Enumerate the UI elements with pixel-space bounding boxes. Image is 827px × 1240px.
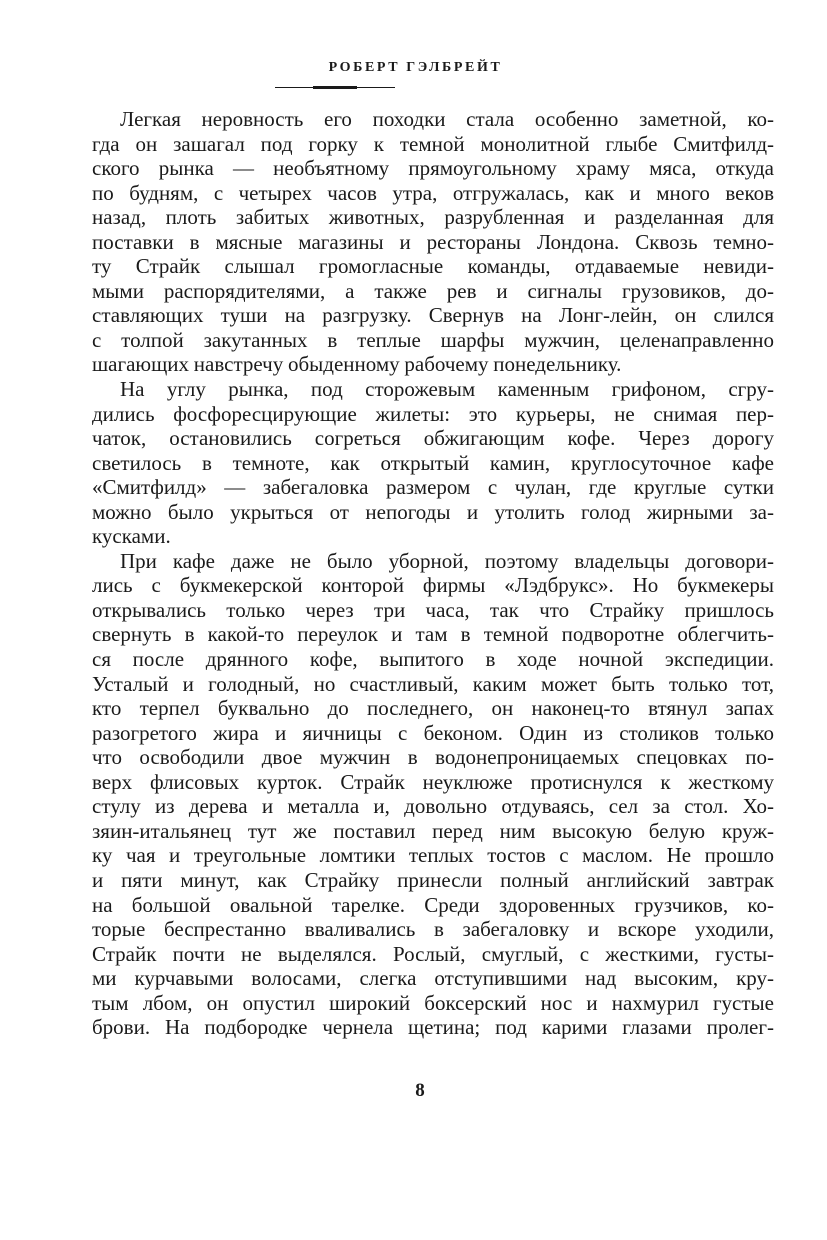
text-line: брови. На подбородке чернела щетина; под карими глазами пролег- — [92, 1015, 774, 1040]
text-line: можно было укрыться от непогоды и утолить голод жирными за- — [92, 499, 774, 524]
text-line: с толпой закутанных в теплые шарфы мужчин, целенаправленно — [92, 327, 774, 352]
text-line: Страйк почти не выделялся. Рослый, смуглый, с жесткими, густы- — [92, 941, 774, 966]
text-line: ку чая и треугольные ломтики теплых тостов с маслом. Не прошло — [92, 843, 774, 868]
text-line: «Смитфилд» — забегаловка размером с чулан, где круглые сутки — [92, 475, 774, 500]
text-line: стулу из дерева и металла и, довольно отдуваясь, сел за стол. Хо- — [92, 794, 774, 819]
header-rule — [275, 87, 395, 88]
text-line: светилось в темноте, как открытый камин, круглосуточное кафе — [92, 450, 774, 475]
text-line: дились фосфоресцирующие жилеты: это курьеры, не снимая пер- — [92, 401, 774, 426]
text-line: на большой овальной тарелке. Среди здоровенных грузчиков, ко- — [92, 892, 774, 917]
text-line: кусками. — [92, 524, 171, 549]
body-text — [92, 107, 774, 1040]
text-line: тым лбом, он опустил широкий боксерский нос и нахмурил густые — [92, 990, 774, 1015]
text-line: ся после дрянного кофе, выпитого в ходе ночной экспедиции. — [92, 647, 774, 672]
text-line: торые беспрестанно вваливались в забегаловку и вскоре уходили, — [92, 917, 774, 942]
text-line: назад, плоть забитых животных, разрубленная и разделанная для — [92, 205, 774, 230]
text-line: ту Страйк слышал громогласные команды, отдаваемые невиди- — [92, 254, 774, 279]
text-line: по будням, с четырех часов утра, отгружалась, как и много веков — [92, 180, 774, 205]
text-line: кто терпел буквально до последнего, он наконец-то втянул запах — [92, 696, 774, 721]
text-line: При кафе даже не было уборной, поэтому владельцы договори- — [120, 548, 774, 573]
text-line: верх флисовых курток. Страйк неуклюже протиснулся к жесткому — [92, 769, 774, 794]
text-line: разогретого жира и яичницы с беконом. Один из столиков только — [92, 720, 774, 745]
text-line: и пяти минут, как Страйку принесли полный английский завтрак — [92, 867, 774, 892]
text-line: ми курчавыми волосами, слегка отступившими над высоким, кру- — [92, 966, 774, 991]
text-line: На углу рынка, под сторожевым каменным грифоном, сгру- — [120, 377, 774, 402]
running-head-author: РОБЕРТ ГЭЛБРЕЙТ — [328, 60, 503, 75]
text-line: мыми распорядителями, а также рев и сигналы грузовиков, до- — [92, 278, 774, 303]
text-line: Легкая неровность его походки стала особенно заметной, ко- — [120, 107, 774, 131]
text-line: поставки в мясные магазины и рестораны Лондона. Сквозь темно- — [92, 229, 774, 254]
text-line: гда он зашагал под горку к темной монолитной глыбе Смитфилд- — [92, 131, 774, 156]
text-line: что освободили двое мужчин в водонепроницаемых спецовках по- — [92, 745, 774, 770]
text-line: свернуть в какой-то переулок и там в темной подворотне облегчить- — [92, 622, 774, 647]
text-line: ского рынка — необъятному прямоугольному храму мяса, откуда — [92, 156, 774, 181]
text-line: ставляющих туши на разгрузку. Свернув на Лонг-лейн, он слился — [92, 303, 774, 328]
page-number: 8 — [415, 1080, 425, 1101]
text-line: Усталый и голодный, но счастливый, каким может быть только тот, — [92, 671, 774, 696]
text-line: открывались только через три часа, так что Страйку пришлось — [92, 597, 774, 622]
text-line: чаток, остановились согреться обжигающим кофе. Через дорогу — [92, 426, 774, 451]
text-line: шагающих навстречу обыденному рабочему понедельнику. — [92, 352, 622, 377]
text-line: лись с букмекерской конторой фирмы «Лэдбрукс». Но букмекеры — [92, 573, 774, 598]
text-line: зяин-итальянец тут же поставил перед ним высокую белую круж- — [92, 818, 774, 843]
